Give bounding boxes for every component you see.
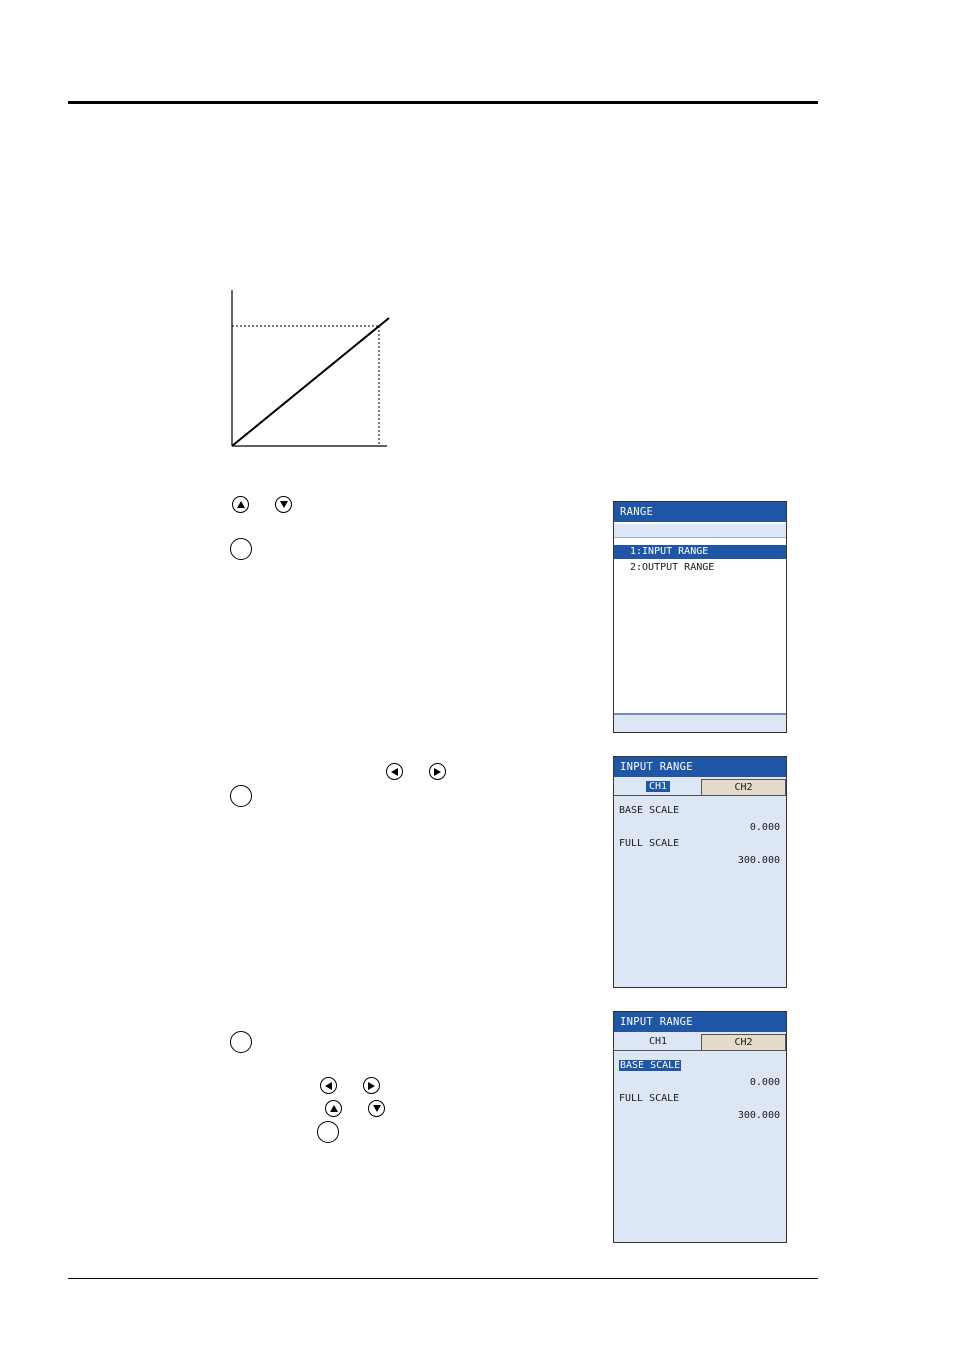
full-scale-label: FULL SCALE — [619, 1093, 680, 1104]
down-button-icon — [275, 496, 292, 513]
input-range-title: INPUT RANGE — [614, 1012, 786, 1032]
menu-item-input-range[interactable]: 1:INPUT RANGE — [614, 545, 786, 559]
range-menu-subbar — [614, 524, 786, 538]
tab-ch1-label: CH1 — [646, 781, 670, 792]
tab-ch2[interactable]: CH2 — [701, 779, 786, 795]
up-button-icon — [325, 1100, 342, 1117]
base-scale-value[interactable]: 0.000 — [749, 822, 780, 833]
input-range-screen-ch1-selected — [613, 756, 787, 988]
up-button-icon — [232, 496, 249, 513]
base-scale-value[interactable]: 0.000 — [749, 1077, 780, 1088]
range-menu-footer — [614, 713, 786, 732]
right-button-icon — [363, 1077, 380, 1094]
tab-underline — [614, 795, 786, 796]
tab-ch1[interactable] — [615, 779, 701, 795]
tab-underline — [614, 1050, 786, 1051]
input-range-screen-base-selected — [613, 1011, 787, 1243]
enter-button-icon — [230, 1031, 252, 1053]
right-button-icon — [429, 763, 446, 780]
left-button-icon — [386, 763, 403, 780]
menu-item-output-range[interactable]: 2:OUTPUT RANGE — [630, 562, 715, 573]
enter-button-icon — [230, 538, 252, 560]
down-button-icon — [368, 1100, 385, 1117]
full-scale-value[interactable]: 300.000 — [737, 855, 780, 866]
tab-ch1[interactable]: CH1 — [615, 1034, 701, 1050]
enter-button-icon — [317, 1121, 339, 1143]
scaling-diagram — [222, 285, 402, 455]
range-menu-title: RANGE — [614, 502, 786, 522]
base-scale-label[interactable]: BASE SCALE — [620, 1060, 681, 1071]
footer-rule — [68, 1278, 818, 1279]
input-range-title: INPUT RANGE — [614, 757, 786, 777]
full-scale-value[interactable]: 300.000 — [737, 1110, 780, 1121]
base-scale-label: BASE SCALE — [619, 805, 680, 816]
enter-button-icon — [230, 785, 252, 807]
diagram-scale-line — [232, 318, 389, 446]
tab-ch2[interactable]: CH2 — [701, 1034, 786, 1050]
range-menu-screen — [613, 501, 787, 733]
header-rule — [68, 101, 818, 104]
left-button-icon — [320, 1077, 337, 1094]
full-scale-label: FULL SCALE — [619, 838, 680, 849]
